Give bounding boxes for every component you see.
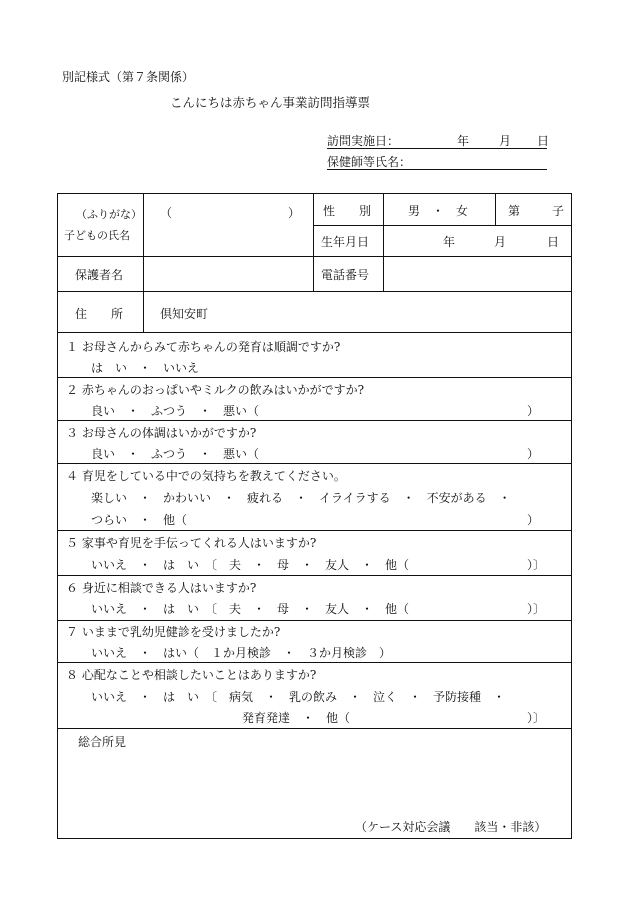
nurse-name-line xyxy=(327,153,547,170)
question-8: ８ 心配なことや相談したいことはありますか? xyxy=(66,668,317,682)
answer-6-close: ）〕 xyxy=(527,602,546,616)
summary-label: 総合所見 xyxy=(78,735,127,749)
visit-day: 日 xyxy=(537,134,550,148)
answer-2[interactable]: 良い ・ ふつう ・ 悪い（ xyxy=(91,404,260,418)
furigana-label: （ふりがな） xyxy=(76,208,142,221)
furigana-paren-close: ） xyxy=(288,206,301,220)
answer-1[interactable]: は い ・ いいえ xyxy=(91,361,200,375)
sex-label: 性 別 xyxy=(323,204,372,218)
case-meeting-status[interactable]: （ケース対応会議 該当・非該） xyxy=(355,820,547,834)
visit-date-label: 訪問実施日： xyxy=(327,134,400,148)
answer-6[interactable]: いいえ ・ は い 〔 夫 ・ 母 ・ 友人 ・ 他（ xyxy=(91,602,410,616)
question-4: ４ 育児をしている中での気持ちを教えてください。 xyxy=(66,469,346,483)
phone-label: 電話番号 xyxy=(321,268,370,282)
question-6: ６ 身近に相談できる人はいますか? xyxy=(66,581,257,595)
birth-day: 日 xyxy=(547,235,560,249)
answer-2-close: ） xyxy=(527,404,540,418)
answer-8-line2[interactable]: 発育発達 ・ 他（ xyxy=(242,711,351,725)
birth-order-dai: 第 xyxy=(508,204,521,218)
answer-5-close: ）〕 xyxy=(527,558,546,572)
question-5: ５ 家事や育児を手伝ってくれる人はいますか? xyxy=(66,536,317,550)
answer-4-close: ） xyxy=(527,513,540,527)
nurse-name-label: 保健師等氏名： xyxy=(327,155,412,169)
answer-4-line2[interactable]: つらい ・ 他（ xyxy=(91,513,188,527)
answer-5[interactable]: いいえ ・ は い 〔 夫 ・ 母 ・ 友人 ・ 他（ xyxy=(91,558,410,572)
visit-year: 年 xyxy=(457,134,470,148)
visit-date-line xyxy=(327,132,550,149)
answer-7[interactable]: いいえ ・ はい（ １か月検診 ・ ３か月検診 ） xyxy=(91,646,392,660)
answer-3[interactable]: 良い ・ ふつう ・ 悪い（ xyxy=(91,447,260,461)
question-7: ７ いままで乳幼児健診を受けましたか? xyxy=(66,625,281,639)
child-name-label: 子どもの氏名 xyxy=(64,229,130,242)
question-2: ２ 赤ちゃんのおっぱいやミルクの飲みはいかがですか? xyxy=(66,383,365,397)
answer-4-line1[interactable]: 楽しい ・ かわいい ・ 疲れる ・ イライラする ・ 不安がある ・ xyxy=(91,491,511,505)
birth-order-ko: 子 xyxy=(552,204,565,218)
answer-8-close: ）〕 xyxy=(527,711,546,725)
guardian-label: 保護者名 xyxy=(75,268,124,282)
address-value[interactable]: 倶知安町 xyxy=(160,307,209,321)
furigana-paren-open: （ xyxy=(160,206,173,220)
birth-month: 月 xyxy=(494,235,507,249)
question-1: １ お母さんからみて赤ちゃんの発育は順調ですか? xyxy=(66,340,341,354)
form-label: 別記様式（第７条関係） xyxy=(62,70,195,84)
question-3: ３ お母さんの体調はいかがですか? xyxy=(66,426,257,440)
birth-date-label: 生年月日 xyxy=(321,235,370,249)
visit-form-table xyxy=(57,193,572,839)
visit-month: 月 xyxy=(499,134,512,148)
sex-options[interactable]: 男 ・ 女 xyxy=(408,204,469,218)
answer-8-line1[interactable]: いいえ ・ は い 〔 病気 ・ 乳の飲み ・ 泣く ・ 予防接種 ・ xyxy=(91,690,506,704)
birth-year: 年 xyxy=(443,235,456,249)
document-title: こんにちは赤ちゃん事業訪問指導票 xyxy=(170,95,371,110)
answer-3-close: ） xyxy=(527,447,540,461)
address-label: 住 所 xyxy=(75,307,124,321)
